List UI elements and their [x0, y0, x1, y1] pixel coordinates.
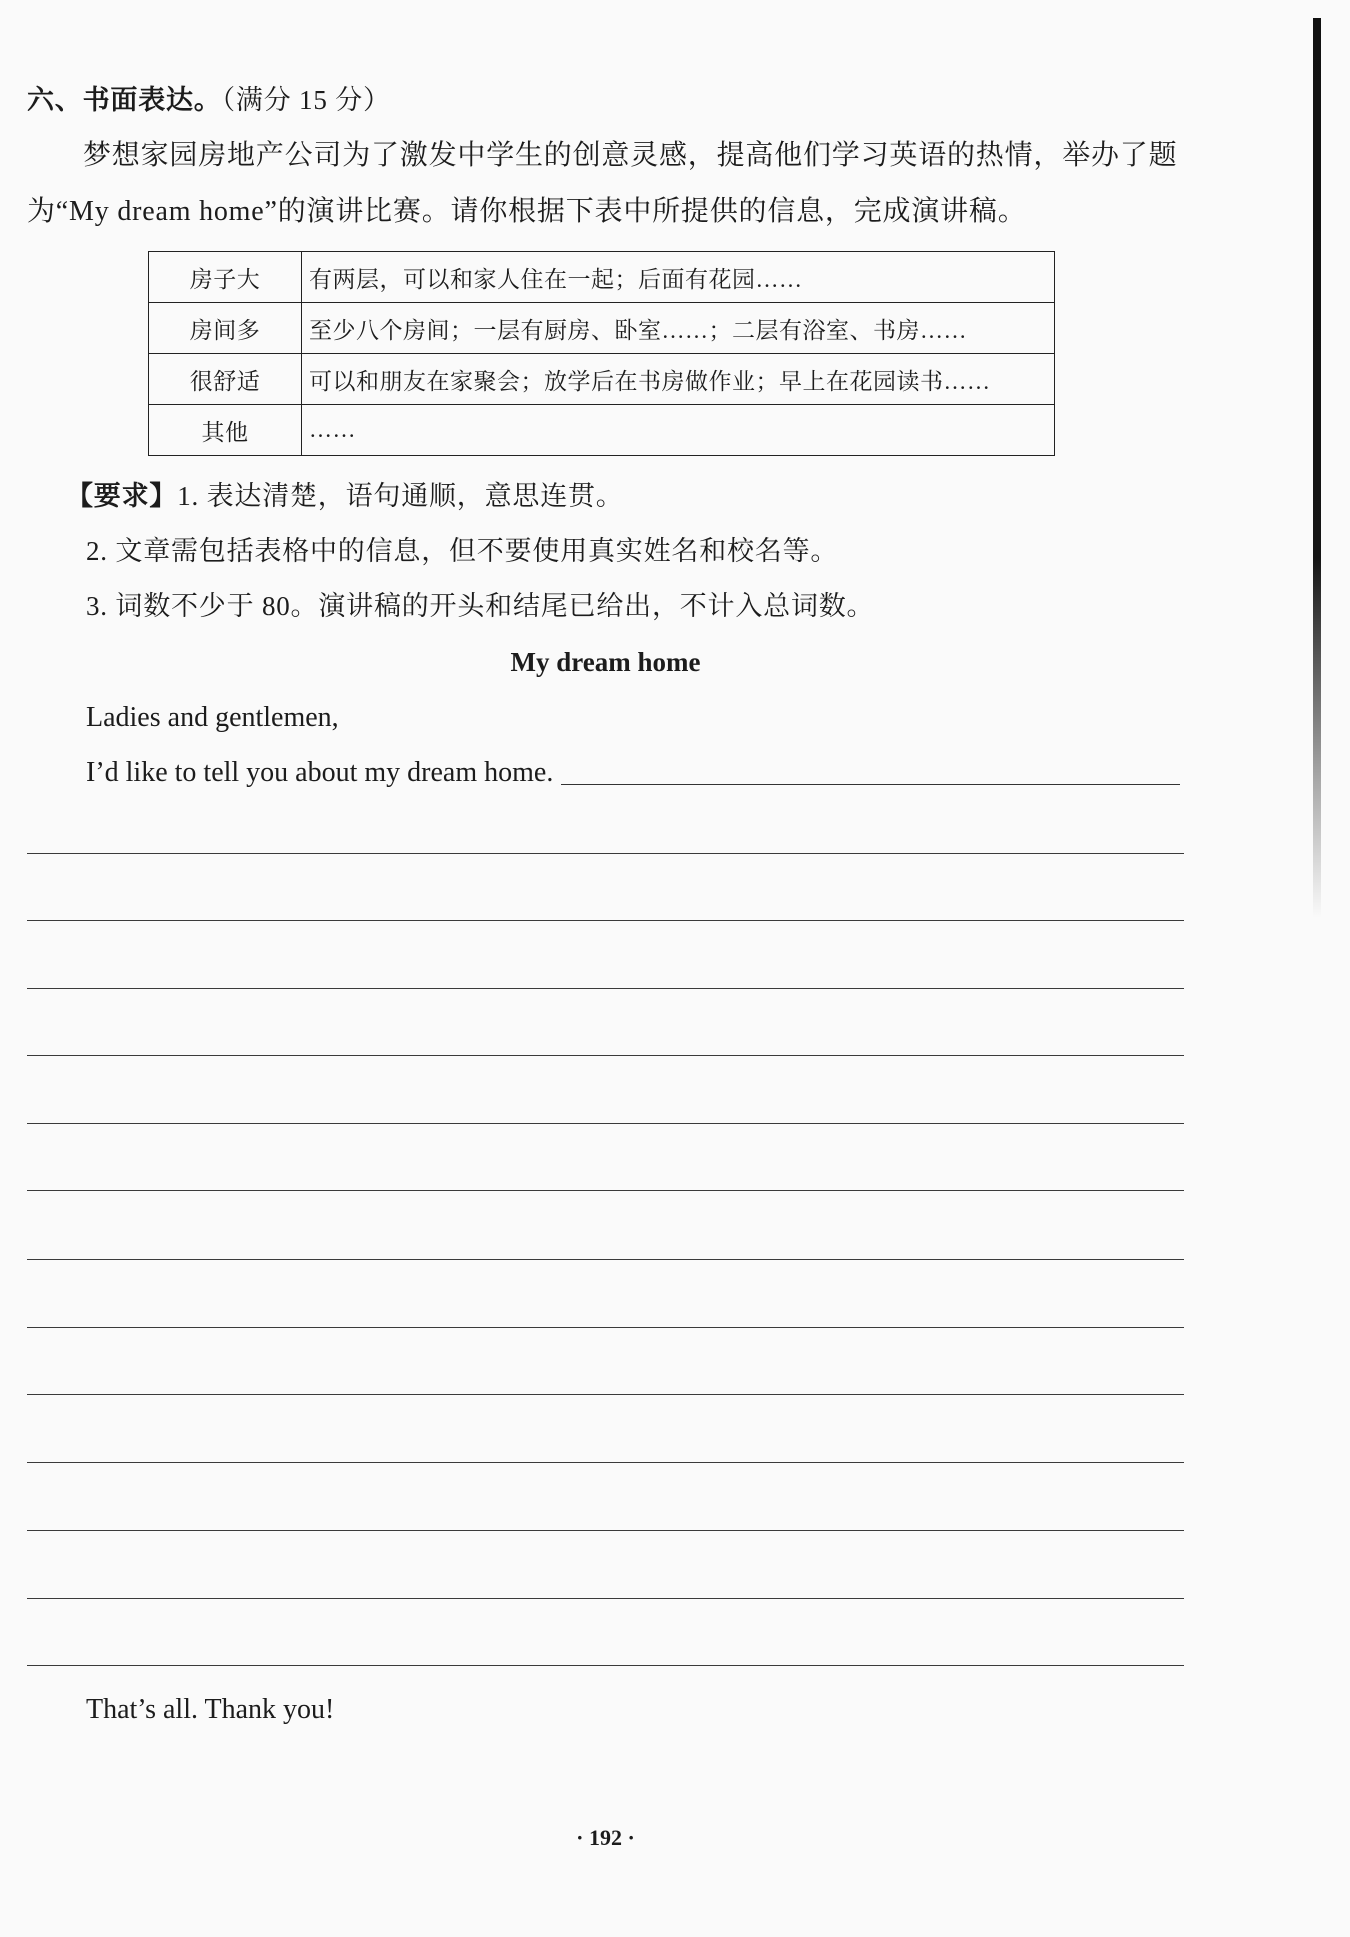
answer-line [27, 1327, 1184, 1328]
answer-line [27, 1462, 1184, 1463]
answer-line [27, 920, 1184, 921]
requirement-item-2: 2. 文章需包括表格中的信息，但不要使用真实姓名和校名等。 [86, 536, 839, 566]
answer-line [27, 1190, 1184, 1191]
answer-line [27, 1055, 1184, 1056]
essay-closing: That’s all. Thank you! [86, 1694, 335, 1725]
answer-line [27, 1598, 1184, 1599]
essay-opening-row [86, 756, 1180, 790]
table-row-label: 房间多 [149, 303, 302, 354]
table-row-label: 其他 [149, 405, 302, 456]
table-row-label: 很舒适 [149, 354, 302, 405]
prompt-text-line-2: 为“My dream home”的演讲比赛。请你根据下表中所提供的信息，完成演讲稿。 [27, 196, 1027, 227]
requirement-item-1 [66, 479, 624, 514]
answer-line [27, 1530, 1184, 1531]
page-number: · 192 · [576, 1825, 635, 1850]
table-row-content: 有两层，可以和家人住在一起；后面有花园…… [302, 252, 1055, 303]
scan-edge-shadow [1313, 18, 1321, 918]
section-score: （满分 15 分） [221, 85, 391, 115]
section-heading [27, 83, 391, 118]
table-row [149, 354, 1055, 405]
table-row-content: …… [302, 405, 1055, 456]
answer-line [27, 1665, 1184, 1666]
table-row [149, 303, 1055, 354]
essay-greeting: Ladies and gentlemen, [86, 702, 339, 733]
answer-line [27, 853, 1184, 854]
answer-line [27, 988, 1184, 989]
essay-opening: I’d like to tell you about my dream home. [86, 757, 554, 788]
table-row-label: 房子大 [149, 252, 302, 303]
prompt-text-line-1: 梦想家园房地产公司为了激发中学生的创意灵感，提高他们学习英语的热情，举办了题 [83, 140, 1178, 171]
answer-line [27, 1123, 1184, 1124]
requirement-text: 1. 表达清楚，语句通顺，意思连贯。 [177, 481, 624, 511]
answer-blank-line [561, 784, 1180, 785]
section-title: 六、书面表达。 [27, 85, 222, 116]
answer-line [27, 1394, 1184, 1395]
table-row-content: 可以和朋友在家聚会；放学后在书房做作业；早上在花园读书…… [302, 354, 1055, 405]
essay-title: My dream home [510, 647, 701, 677]
requirements-label: 【要求】 [66, 481, 178, 512]
table-row-content: 至少八个房间；一层有厨房、卧室……；二层有浴室、书房…… [302, 303, 1055, 354]
table-row [149, 252, 1055, 303]
requirement-item-3: 3. 词数不少于 80。演讲稿的开头和结尾已给出，不计入总词数。 [86, 591, 875, 621]
info-table [148, 251, 1055, 456]
answer-line [27, 1259, 1184, 1260]
table-row [149, 405, 1055, 456]
